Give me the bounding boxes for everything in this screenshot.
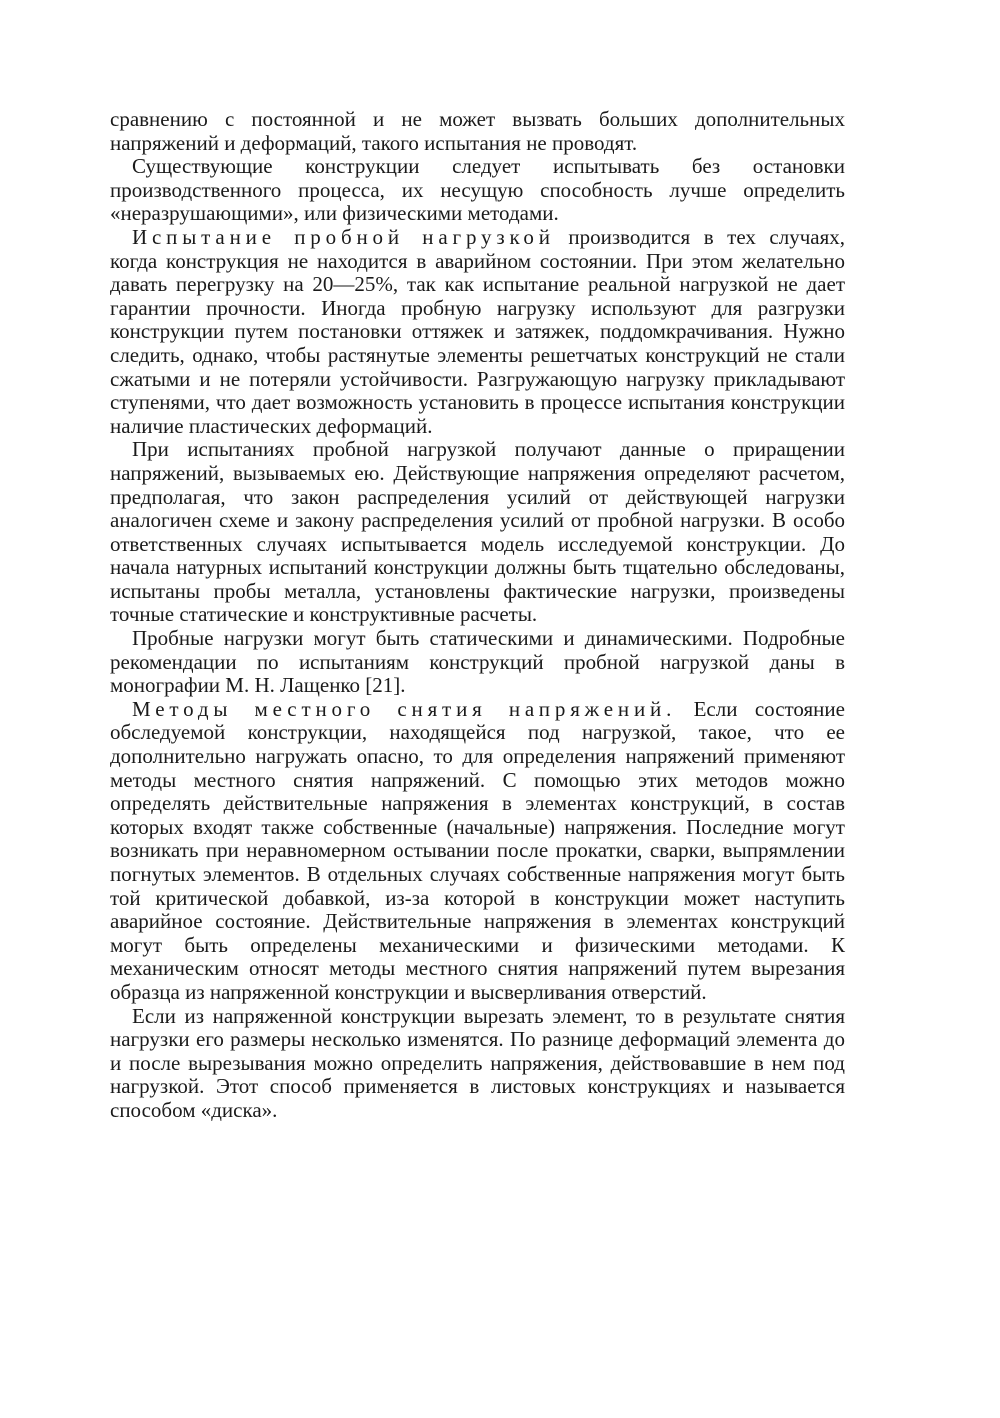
paragraph [110, 627, 845, 698]
paragraph-text: Пробные нагрузки могут быть статическими и динамическими. Подробные рекомендации по испытаниям конструкций пробной нагрузкой даны в монографии М. Н. Лащенко [21]. [110, 626, 845, 698]
paragraph-text: сравнению с постоянной и не может вызвать больших дополнительных напряжений и деформаций, такого испытания не проводят. [110, 107, 845, 155]
paragraph [110, 1005, 845, 1123]
paragraph-text: производится в тех случаях, когда конструкция не находится в аварийном состоянии. При этом желательно давать перегрузку на 20—25%, так как испытание реальной нагрузкой не дает гарантии прочности. Иногда пробную нагрузку используют для разгрузки конструкции путем постановки оттяжек и затяжек, поддомкрачивания. Нужно следить, однако, чтобы растянутые элементы решетчатых конструкций не стали сжатыми и не потеряли устойчивости. Разгружающую нагрузку прикладывают ступенями, что дает возможность установить в процессе испытания конструкции наличие пластических деформаций. [110, 224, 845, 438]
section-run-in-heading: Методы местного снятия напряжений. [132, 696, 677, 721]
section-run-in-heading: Испытание пробной нагрузкой [132, 224, 555, 249]
paragraph-continuation [110, 108, 845, 155]
paragraph-text: Существующие конструкции следует испытывать без остановки производственного процесса, их несущую способность лучше определить «неразрушающими», или физическими методами. [110, 154, 845, 226]
paragraph [110, 438, 845, 627]
paragraph-local-stress-relief [110, 698, 845, 1005]
paragraph-test-load [110, 226, 845, 438]
paragraph [110, 155, 845, 226]
paragraph-text: При испытаниях пробной нагрузкой получают данные о приращении напряжений, вызываемых ею. Действующие напряжения определяют расчетом, предполагая, что закон распределения усилий от действующей нагрузки аналогичен схеме и закону распределения усилий от пробной нагрузки. В особо ответственных случаях испытывается модель исследуемой конструкции. До начала натурных испытаний конструкции должны быть тщательно обследованы, испытаны пробы металла, установлены фактические нагрузки, произведены точные статические и конструктивные расчеты. [110, 437, 845, 627]
paragraph-text: Если из напряженной конструкции вырезать элемент, то в результате снятия нагрузки его размеры несколько изменятся. По разнице деформаций элемента до и после вырезывания можно определить напряжения, действовавшие в нем под нагрузкой. Этот способ применяется в листовых конструкциях и называется способом «диска». [110, 1003, 845, 1122]
page-text [110, 108, 845, 1123]
paragraph-text: Если состояние обследуемой конструкции, находящейся под нагрузкой, такое, что ее дополнительно нагружать опасно, то для определения напряжений применяют методы местного снятия напряжений. С помощью этих методов можно определять действительные напряжения в элементах конструкций, в состав которых входят также собственные (начальные) напряжения. Последние могут возникать при неравномерном остывании после прокатки, сварки, выпрямлении погнутых элементов. В отдельных случаях собственные напряжения могут быть той критической добавкой, из-за которой в конструкции может наступить аварийное состояние. Действительные напряжения в элементах конструкций могут быть определены механическими и физическими методами. К механическим относят методы местного снятия напряжений путем вырезания образца из напряженной конструкции и высверливания отверстий. [110, 696, 845, 1004]
